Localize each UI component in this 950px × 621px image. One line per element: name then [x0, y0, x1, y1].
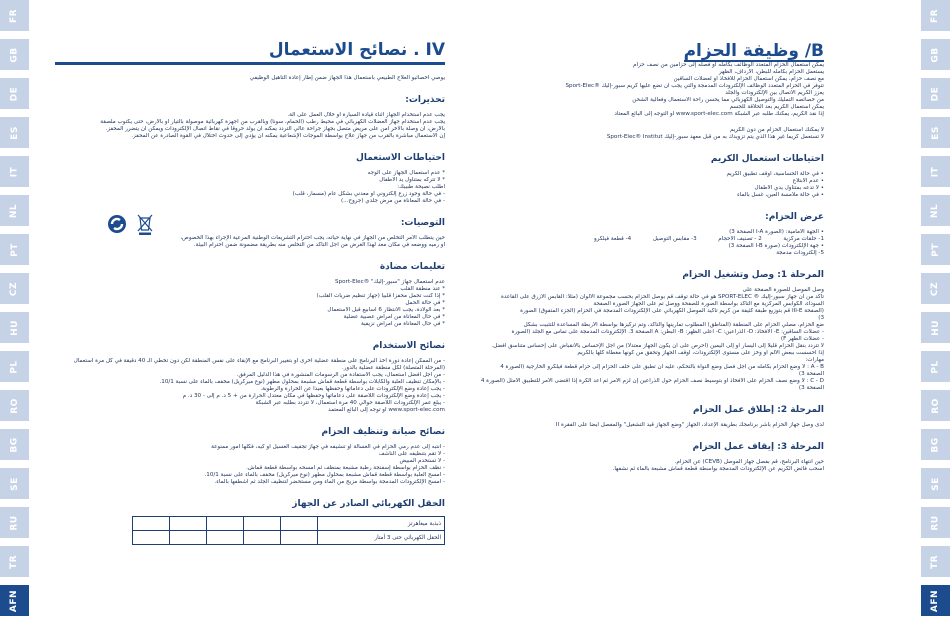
tab-label: PL: [930, 359, 941, 374]
sections-group: [55, 262, 445, 486]
language-tab-hu[interactable]: [921, 312, 950, 343]
text-line: الصفحة 3): [798, 371, 824, 377]
text-line: من خصائصه التمليك والتوصيل الكهربائي مما يحسن راحة الاستعمال وفعالية الشحن: [632, 97, 824, 103]
step-section: [478, 442, 824, 473]
sections-group: [55, 95, 445, 205]
text-line: - لا تقم بتنظيفه على الناشف: [378, 451, 445, 457]
content-section: [55, 341, 445, 414]
tab-label: ES: [930, 125, 941, 140]
text-line: C - D : لا وضع نصف الحزام على الأفخاذ أو بتوسيط نصف الحزام حول الذراعين إن لزم الأمر ثم أعد الكرة إذا اقتضى الأمر للتطبيق الأمثل (الصورة 4: [480, 378, 824, 384]
crossed-bin-weee-icon: [137, 214, 153, 236]
text-line: يمكن استعمال الحزام المتعدد الوظائف بكامله أو فصله إلى حزامين من نصف حزام: [633, 62, 824, 68]
text-line: • جهة الإلكترودات (صورة I-B الصفحة 3): [728, 243, 824, 249]
text-line: عدم استعمال جهاز "سبور-إليك" ®Sport-Elec: [335, 279, 445, 285]
steps-group: [478, 270, 824, 473]
text-line: يمكن استعمال الكريم بعد الحلاقة للجسم: [729, 104, 824, 110]
section-heading: نصائح الاستخدام: [372, 341, 445, 351]
language-tab-tr[interactable]: [0, 546, 29, 577]
text-line: - عضلات الظهر F): [780, 336, 824, 342]
language-tab-se[interactable]: [921, 468, 950, 499]
language-tab-ru[interactable]: [0, 507, 29, 538]
language-tab-afn[interactable]: [921, 585, 950, 616]
tab-label: DE: [930, 86, 941, 101]
language-tab-se[interactable]: [0, 468, 29, 499]
text-line: - امسح العلبة بواسطة قطعة قماش مشبعة بمحلول مطهر (نوع ميركريل) مخفف بالماء على نسبة 10/1.: [204, 472, 445, 478]
text-line: إذا نفد الكريم، يمكنك طلبه عبر الشبكة www.sport-elec.com أو التوجه إلى البائع المعتاد: [614, 111, 824, 117]
text-line: 5- إلكترودات مدمجة: [776, 250, 824, 256]
content-section: [478, 154, 824, 199]
text-line: - انتبه إلى عدم رمي الحزام في الغسالة أو تنشيفه في جهاز تجفيف الغسيل أو كيه، فكلها أمور ممنوعة: [211, 444, 445, 450]
tab-label: RU: [930, 514, 941, 531]
tab-label: TR: [9, 554, 20, 569]
text-line: لا يمكنك استعمال الحزام من دون الكريم: [729, 127, 824, 133]
text-line: لا تتردد بنقل الحزام قليلا إلى اليسار أو إلى اليمين (احرص على أن يكون الجهاز معتدلا) من أجل الإحساس بالانقباض على إحساس متناسق أفضل.: [491, 343, 824, 349]
tab-label: PT: [930, 242, 941, 257]
tab-label: FR: [930, 8, 941, 23]
content-section: [55, 95, 445, 140]
table-cell: الحقل الكهربائي حتى 3 أمتار: [318, 531, 445, 545]
parts-list: [594, 236, 824, 243]
part-item: 2 - تصنيف الأحجام: [718, 236, 762, 242]
language-tab-es[interactable]: [921, 117, 950, 148]
tab-label: ES: [9, 125, 20, 140]
text-line: - عضلات الساقين: E- الأفخاذ: D- الذراعين: C- أعلى الظهر: B- البطن: A الصفحة 3. الإلكترونات المدمجة على تماس مع الجلد (الصورة: [511, 329, 824, 335]
part-item: 4- قطعة فيلكرو: [594, 236, 632, 242]
section-heading: احتياطات الاستعمال: [356, 153, 445, 163]
text-line: - يجب إعادة وضع الإلكترودات اللاصقة على دعاماتها وحفظها في مكان معتدل الحرارة من + 5 د. م إلى - 30 د. م: [182, 393, 445, 399]
tab-label: GB: [930, 46, 941, 63]
text-line: (الصفحة III-E قم بتوزيع طبقة كثيفة من كريم تأكيد الموصل الكهربائي على الإلكترودات المدمجة في الحزام (الجزء المتفوق) الصورة: [520, 308, 824, 314]
language-tab-cz[interactable]: [0, 273, 29, 304]
text-line: - في حالة وجود زرع إلكتروني أو معدني بشكل عام (مسمار، قلب): [292, 191, 445, 197]
emf-table: [132, 516, 445, 545]
section-heading: المرحلة 3: إيقاف عمل الحزام: [692, 442, 824, 452]
content-section: [55, 153, 445, 205]
text-line: لدى وصل جهاز الحزام باشر برنامجك بطريقة الإعداد، الجهاز "وضع الجهاز قيد التشغيل" والمفصل أيضا على الفقرة II: [555, 422, 824, 428]
text-line: اسحب فائض الكريم عن الإلكترودات المدمجة بواسطة قطعة قماش مشبعة بالماء ثم نشفها.: [612, 466, 824, 472]
text-line: * عند منطقة القلب: [400, 286, 445, 292]
text-line: • في حالة ملامسة العين، غسل بالماء: [737, 192, 824, 198]
content-section: [55, 262, 445, 328]
language-tab-ro[interactable]: [921, 390, 950, 421]
language-tab-pl[interactable]: [0, 351, 29, 382]
text-line: * في حال المعاناة من أمراض نزيفية: [360, 321, 445, 327]
tab-label: SE: [9, 476, 20, 491]
language-tab-afn[interactable]: [0, 585, 29, 616]
section-heading: التوصيات:: [400, 218, 445, 228]
tab-label: FR: [9, 8, 20, 23]
intro-lines: [478, 62, 824, 118]
language-tab-fr[interactable]: [921, 0, 950, 31]
text-line: - بالإمكان تنظيف العلبة والكابلات بواسطة قطعة قماش مشبعة بمحلول مطهر (نوع ميركريل) مخفف بالماء على نسبة 10/1.: [159, 379, 445, 385]
language-tab-fr[interactable]: [0, 0, 29, 31]
tab-label: IT: [930, 166, 941, 177]
language-tabs-left: [0, 0, 29, 616]
tab-label: SE: [930, 476, 941, 491]
language-tab-de[interactable]: [921, 78, 950, 109]
tab-label: PT: [9, 242, 20, 257]
tab-label: NL: [930, 203, 941, 218]
language-tab-ru[interactable]: [921, 507, 950, 538]
text-line: - من أجل أفضل استعمال، يجب الاستفادة من الرسومات المنشورة في هذا الدليل المرفق.: [236, 372, 445, 378]
text-line: - يجب إعادة وضع الإلكترودات على دعاماتها وحفظها بعيدا عن الحرارة والرطوبة.: [260, 386, 445, 392]
text-line: - نظف الحزام بواسطة إسفنجة رطبة مشبعة بمنظف ثم امسحه بواسطة قطعة قماش.: [246, 465, 445, 471]
text-line: * عدم استعمال الجهاز على الوجه: [367, 170, 445, 176]
text-line: إن الاستعمال مباشرة بالقرب من جهاز علاج بواسطة الموجات الإشعاعية يمكنه أن يؤدي إلى حدوث اختلال في القوة الصادرة عن المحفز.: [131, 133, 445, 139]
tab-label: RO: [930, 397, 941, 414]
section-heading: عرض الحزام:: [765, 212, 824, 222]
section-heading: المرحلة 1: وصل وتشغيل الحزام: [682, 270, 824, 280]
tab-label: DE: [9, 86, 20, 101]
language-tab-it[interactable]: [0, 156, 29, 187]
language-tab-pl[interactable]: [921, 351, 950, 382]
text-line: بالأرض، أن وصلة بالآخر أمن على مريض متصل بجهاز جراحة عالي التردد يمكنه أن يولد حروقا في نقاط اتصال الإلكترودات ويمكن أن يتضرر المحفز.: [105, 126, 445, 132]
text-line: اطلب نصيحة طبيبك:: [397, 184, 445, 190]
tab-label: RU: [9, 514, 20, 531]
text-line: يعزز الكريم الاتصال بين الإلكترودات والجلد: [725, 90, 824, 96]
emf-section: [55, 499, 445, 545]
tab-label: NL: [9, 203, 20, 218]
part-item: 1- حلقات مركزية: [783, 236, 824, 242]
page-title: B/ وظيفة الحزام: [683, 41, 824, 61]
tab-label: GB: [9, 46, 20, 63]
table-cell: ذبذبة ميغاهرتز: [318, 517, 445, 531]
tab-label: CZ: [930, 281, 941, 296]
text-line: يجب عدم استخدام الجهاز أثناء قيادة السيارة أو خلال العمل على آلة.: [287, 112, 445, 118]
page-title: IV . نصائح الاستعمال: [55, 40, 445, 65]
intro-text: يوصي أخصائيو العلاج الطبيعي باستعمال هذا الجهاز ضمن إطار إعادة التأهيل الوظيفي: [249, 75, 445, 81]
tab-label: BG: [930, 436, 941, 453]
tab-label: HU: [9, 319, 20, 336]
tab-label: AFN: [9, 589, 20, 612]
recommendations-section: [55, 218, 445, 249]
text-line: - امسح الإلكترودات المدمجة بواسطة مزيج من الماء ومن مستحضر لتنظيف الجلد ثم اشطفها بالماء.: [214, 479, 445, 485]
tab-label: TR: [930, 554, 941, 569]
text-line: - من الممكن إعادة دورة أخذ البرنامج على منطقة عضلية أخرى أو بتغيير البرنامج مع الإبقاء على نفس المنطقة لكن دون تخطي الـ 40 دقيقة في كل مرة استعمال: [73, 358, 445, 364]
text-line: تأكد من أن جهاز سبور-إليك ® SPORT-ELEC هو في حالة توقف قم بوصل الحزام بحسب مجموعة الألوان (مثلا: القابس الأزرق على القاعدة: [500, 294, 824, 300]
text-line: لا تستعمل كريما غير هذا الذي يتم تزويدك به من قبل معهد سبور-إليك Sport-Elec® Institut: [606, 134, 824, 140]
language-tab-hu[interactable]: [0, 312, 29, 343]
language-tab-it[interactable]: [921, 156, 950, 187]
sections-group: [478, 154, 824, 199]
language-tabs-right: [921, 0, 950, 616]
text-line: * لا تتركه بمتناول يد الأطفال: [379, 177, 445, 183]
text-line: • الجهة الأمامية: (الصورة I-A الصفحة 3): [729, 229, 824, 235]
text-line: * بعد الولادة، يجب الانتظار 6 أسابيع قبل الاستعمال: [327, 307, 445, 313]
section-heading: احتياطات استعمال الكريم: [710, 154, 824, 164]
belt-display-section: [478, 212, 824, 257]
language-tab-nl[interactable]: [0, 195, 29, 226]
step-section: [478, 270, 824, 392]
language-tab-cz[interactable]: [921, 273, 950, 304]
text-line: تتوفر في الحزام المتعدد الوظائف الإلكترودات المدمجة والتي يجب أن تضع عليها كريم سبور-إليك ®Sport-Elec: [565, 83, 824, 89]
text-line: • لا تدعه بمتناول يدي الأطفال: [754, 185, 824, 191]
text-line: ضع الحزام، مصلي الحزام على المنطقة (المناطق) المطلوب تمارينها والتأكد، وتم تركيزها بواسطة الأربطة المساعدة للتثبيت بشكل: [523, 322, 824, 328]
text-line: وصل الموصل للصورة الصفحة على: [742, 287, 824, 293]
content-section: [55, 427, 445, 486]
text-line: مهارات:: [805, 357, 824, 363]
right-page: [478, 0, 824, 473]
language-tab-gb[interactable]: [0, 39, 29, 70]
text-line: - في حالة المعاناة من مرض جلدي (جروح...): [340, 198, 445, 204]
section-heading: الحقل الكهربائي الصادر عن الجهاز: [292, 499, 445, 509]
tab-label: RO: [9, 397, 20, 414]
language-tab-nl[interactable]: [921, 195, 950, 226]
step-section: [478, 405, 824, 429]
text-line: * في حالة الحمل: [405, 300, 445, 306]
section-heading: تعليمات مضادة: [379, 262, 445, 272]
text-line: إذا أحسست ببعض الألم أو وخز على مستوى الإلكترودات، أوقف الجهاز وتحقق من كونها مغطاة كلها بالكريم: [577, 350, 824, 356]
table-row: [133, 517, 445, 531]
part-item: 3- مقابس التوصيل: [652, 236, 697, 242]
text-line: * في حال المعاناة من أمراض عصبية عضلية: [343, 314, 445, 320]
language-tab-pt[interactable]: [0, 234, 29, 265]
text-line: - يبلغ عمر الإلكترودات اللاصقة حوالي 40 مرة استعمال، لا تتردد بطلبه عبر الشبكة: [255, 400, 445, 406]
text-line: الصفحة 3): [798, 385, 824, 391]
table-row: [133, 531, 445, 545]
text-line: (المرحلة المتصلة) لكل منطقة عضلية بالدور.: [342, 365, 445, 371]
language-tab-ro[interactable]: [0, 390, 29, 421]
text-line: مع نصف حزام، يمكن استعمال الحزام للأفخاذ أو لعضلات الساقين: [673, 76, 824, 82]
language-tab-pt[interactable]: [921, 234, 950, 265]
language-tab-de[interactable]: [0, 78, 29, 109]
tab-label: AFN: [930, 589, 941, 612]
text-line: * إذا كنت تحمل محفزا قلبيا (جهاز تنظيم ضربات القلب): [316, 293, 445, 299]
text-line: www.sport-elec.com أو توجه إلى البائع المعتمد: [328, 407, 445, 413]
text-line: السوداء، الكوابس المركزية مع التأكد بواسطة الصورة للصفحة ووصل تم على الجهاز الصورة الصفحة: [593, 301, 824, 307]
tab-label: HU: [930, 319, 941, 336]
tab-label: CZ: [9, 281, 20, 296]
text-line: أو رميه ووضعه في مكان معد لهذا الغرض من أجل التأكد من التخلص منه بطريقة مضمونة ضمن احترام البيئة.: [193, 242, 445, 248]
language-tab-tr[interactable]: [921, 546, 950, 577]
text-line: A - B : لا وضع الحزام بكامله من أجل فصل وضع النواة بالتحكم، عليه أن تطبق على خلف الحزام إلى حزام قطعة فيلكرو الخارجية (الصورة 4: [500, 364, 824, 370]
left-page: [55, 0, 445, 545]
language-tab-bg[interactable]: [0, 429, 29, 460]
section-heading: نصائح صيانة وتنظيف الحزام: [321, 427, 445, 437]
text-line: حين انتهاء البرنامج، قم بفصل جهاز الموصل (CEVB) عن الحزام.: [674, 459, 824, 465]
text-line: يجب عدم استخدام جهاز العضلات الكهربائي في محيط رطب (الحمام، سونا) وبالقرب من أجهزة كهربائية موصولة بالتيار أو بالأرض، حتى يكتوب ملصقة: [100, 119, 445, 125]
disposal-icons: [107, 214, 153, 236]
tab-label: PL: [9, 359, 20, 374]
tab-label: IT: [9, 166, 20, 177]
tab-label: BG: [9, 436, 20, 453]
text-line: • عدم الابتلاع: [792, 178, 824, 184]
section-heading: تحذيرات:: [405, 95, 445, 105]
text-line: - لا تستخدم المبيض: [399, 458, 445, 464]
language-tab-es[interactable]: [0, 117, 29, 148]
section-heading: المرحلة 2: إطلاق عمل الحزام: [692, 405, 824, 415]
text-line: يستعمل الحزام بكامله للبطن، الأرداف، الظهر: [719, 69, 824, 75]
language-tab-gb[interactable]: [921, 39, 950, 70]
text-line: حين يتطلب الأمر التخلص من الجهاز في نهاية حياته، يجب احترام التشريعات الوطنية المرعية الإجراء بهذا الخصوص،: [180, 235, 445, 241]
cream-notes: [478, 127, 824, 141]
green-dot-recycling-icon: [107, 214, 127, 234]
text-line: • في حالة الحساسية، أوقف تطبيق الكريم: [726, 171, 824, 177]
text-line: 3): [818, 315, 824, 321]
language-tab-bg[interactable]: [921, 429, 950, 460]
